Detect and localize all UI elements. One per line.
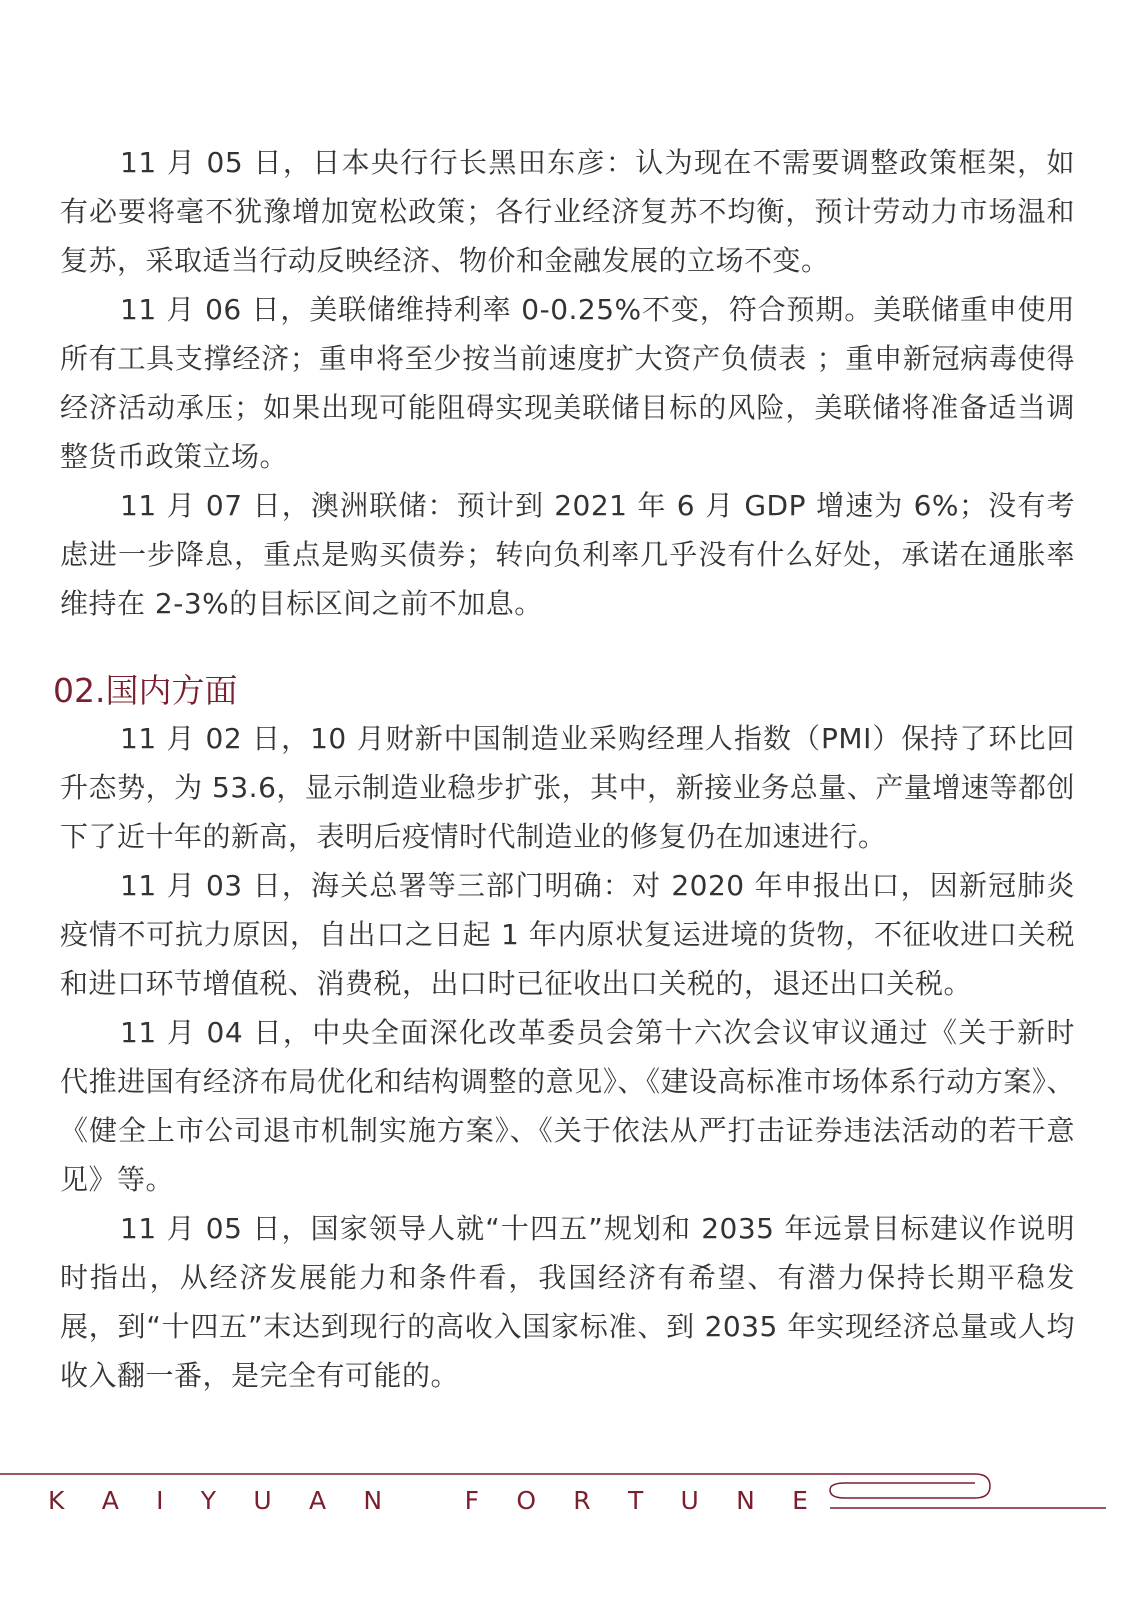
brand-letter: E [792, 1486, 808, 1515]
paragraph-rba: 11 月 07 日，澳洲联储：预计到 2021 年 6 月 GDP 增速为 6%；没有考虑进一步降息，重点是购买债券；转向负利率几乎没有什么好处，承诺在通胀率维持在 2-3%的目标区间之前不加息。 [60, 489, 1075, 620]
paragraph-pmi: 11 月 02 日，10 月财新中国制造业采购经理人指数（PMI）保持了环比回升态势，为 53.6，显示制造业稳步扩张，其中，新接业务总量、产量增速等都创下了近十年的新高，表明后疫情时代制造业的修复仍在加速进行。 [60, 722, 1075, 853]
brand-letter: F [464, 1486, 480, 1515]
section-title-domestic: 02.国内方面 [53, 671, 238, 710]
brand-letter: I [156, 1486, 164, 1515]
brand-letter: O [516, 1486, 536, 1515]
brand-wordmark [48, 1486, 808, 1515]
brand-letter: Y [200, 1486, 217, 1515]
paragraph-fed: 11 月 06 日，美联储维持利率 0-0.25%不变，符合预期。美联储重申使用所有工具支撑经济；重申将至少按当前速度扩大资产负债表 ；重申新冠病毒使得经济活动承压；如果出现可能阻碍实现美联储目标的风险，美联储将准备适当调整货币政策立场。 [60, 293, 1075, 473]
brand-letter: K [48, 1486, 65, 1515]
brand-letter: A [308, 1486, 327, 1515]
brand-letter: U [253, 1486, 272, 1515]
document-body [53, 138, 1075, 1400]
paragraph-customs: 11 月 03 日，海关总署等三部门明确：对 2020 年申报出口，因新冠肺炎疫情不可抗力原因，自出口之日起 1 年内原状复运进境的货物，不征收进口关税和进口环节增值税、消费税，出口时已征收出口关税的，退还出口关税。 [60, 869, 1075, 1000]
brand-letter: N [363, 1486, 383, 1515]
brand-letter: N [736, 1486, 755, 1515]
paragraph-boj: 11 月 05 日，日本央行行长黑田东彦：认为现在不需要调整政策框架，如有必要将毫不犹豫增加宽松政策；各行业经济复苏不均衡，预计劳动力市场温和复苏，采取适当行动反映经济、物价和金融发展的立场不变。 [60, 146, 1075, 277]
brand-letter: R [573, 1486, 591, 1515]
paragraph-plan: 11 月 05 日，国家领导人就“十四五”规划和 2035 年远景目标建议作说明时指出，从经济发展能力和条件看，我国经济有希望、有潜力保持长期平稳发展，到“十四五”末达到现行的高收入国家标准、到 2035 年实现经济总量或人均收入翻一番，是完全有可能的。 [60, 1212, 1075, 1392]
footer [0, 1466, 1130, 1546]
brand-letter: U [680, 1486, 699, 1515]
paragraph-reform: 11 月 04 日，中央全面深化改革委员会第十六次会议审议通过《关于新时代推进国有经济布局优化和结构调整的意见》、《建设高标准市场体系行动方案》、《健全上市公司退市机制实施方案》、《关于依法从严打击证券违法活动的若干意见》等。 [60, 1016, 1075, 1196]
brand-letter: T [627, 1486, 644, 1515]
brand-letter: A [101, 1486, 119, 1515]
brand-gap [419, 1486, 427, 1515]
footer-swirl [830, 1474, 990, 1498]
